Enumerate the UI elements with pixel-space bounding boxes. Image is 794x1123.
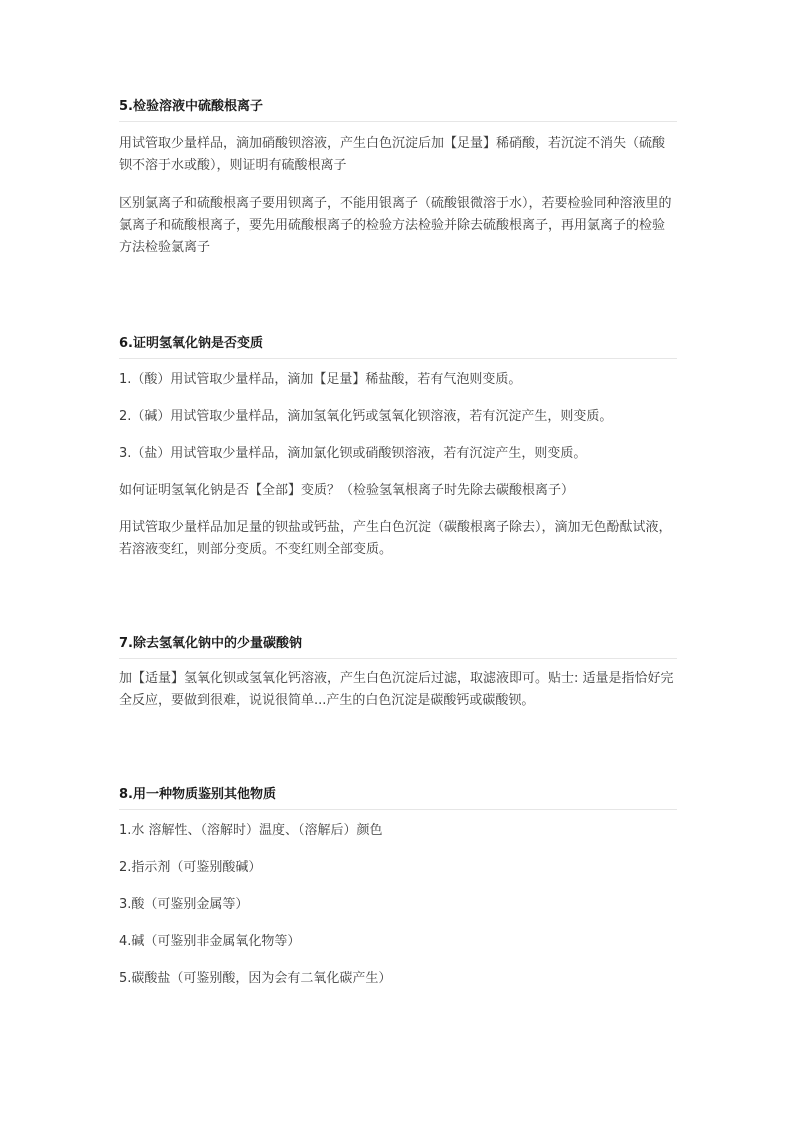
paragraph: 1.（酸）用试管取少量样品，滴加【足量】稀盐酸，若有气泡则变质。 — [119, 372, 522, 387]
paragraph: 加【适量】氢氧化钡或氢氧化钙溶液，产生白色沉淀后过滤，取滤液即可。贴士: 适量是指恰好完全反应，要做到很难，说说很简单...产生的白色沉淀是碳酸钙或碳酸钡。 — [119, 671, 674, 708]
paragraph: 3.酸（可鉴别金属等） — [119, 897, 249, 912]
paragraph: 用试管取少量样品加足量的钡盐或钙盐，产生白色沉淀（碳酸根离子除去），滴加无色酚酞试液，若溶液变红，则部分变质。不变红则全部变质。 — [119, 520, 672, 557]
paragraph: 3.（盐）用试管取少量样品，滴加氯化钡或硝酸钡溶液，若有沉淀产生，则变质。 — [119, 446, 587, 461]
section-7 — [119, 635, 677, 659]
paragraph: 用试管取少量样品，滴加硝酸钡溶液，产生白色沉淀后加【足量】稀硝酸，若沉淀不消失（硫酸钡不溶于水或酸），则证明有硫酸根离子 — [119, 136, 666, 173]
paragraph: 5.碳酸盐（可鉴别酸，因为会有二氧化碳产生） — [119, 971, 392, 986]
paragraph: 2.（碱）用试管取少量样品，滴加氢氧化钙或氢氧化钡溶液，若有沉淀产生，则变质。 — [119, 409, 613, 424]
section-heading: 6.证明氢氧化钠是否变质 — [119, 335, 677, 359]
section-8 — [119, 786, 677, 810]
paragraph: 4.碱（可鉴别非金属氧化物等） — [119, 934, 301, 949]
paragraph: 1.水 溶解性、（溶解时）温度、（溶解后）颜色 — [119, 823, 383, 838]
section-6 — [119, 335, 677, 359]
section-heading: 7.除去氢氧化钠中的少量碳酸钠 — [119, 635, 677, 659]
paragraph: 区别氯离子和硫酸根离子要用钡离子，不能用银离子（硫酸银微溶于水），若要检验同种溶液里的氯离子和硫酸根离子，要先用硫酸根离子的检验方法检验并除去硫酸根离子，再用氯离子的检验方法检验氯离子 — [119, 196, 672, 255]
paragraph: 2.指示剂（可鉴别酸碱） — [119, 860, 262, 875]
section-heading: 5.检验溶液中硫酸根离子 — [119, 98, 677, 122]
section-heading: 8.用一种物质鉴别其他物质 — [119, 786, 677, 810]
paragraph: 如何证明氢氧化钠是否【全部】变质？（检验氢氧根离子时先除去碳酸根离子） — [119, 483, 575, 498]
section-5 — [119, 98, 677, 122]
